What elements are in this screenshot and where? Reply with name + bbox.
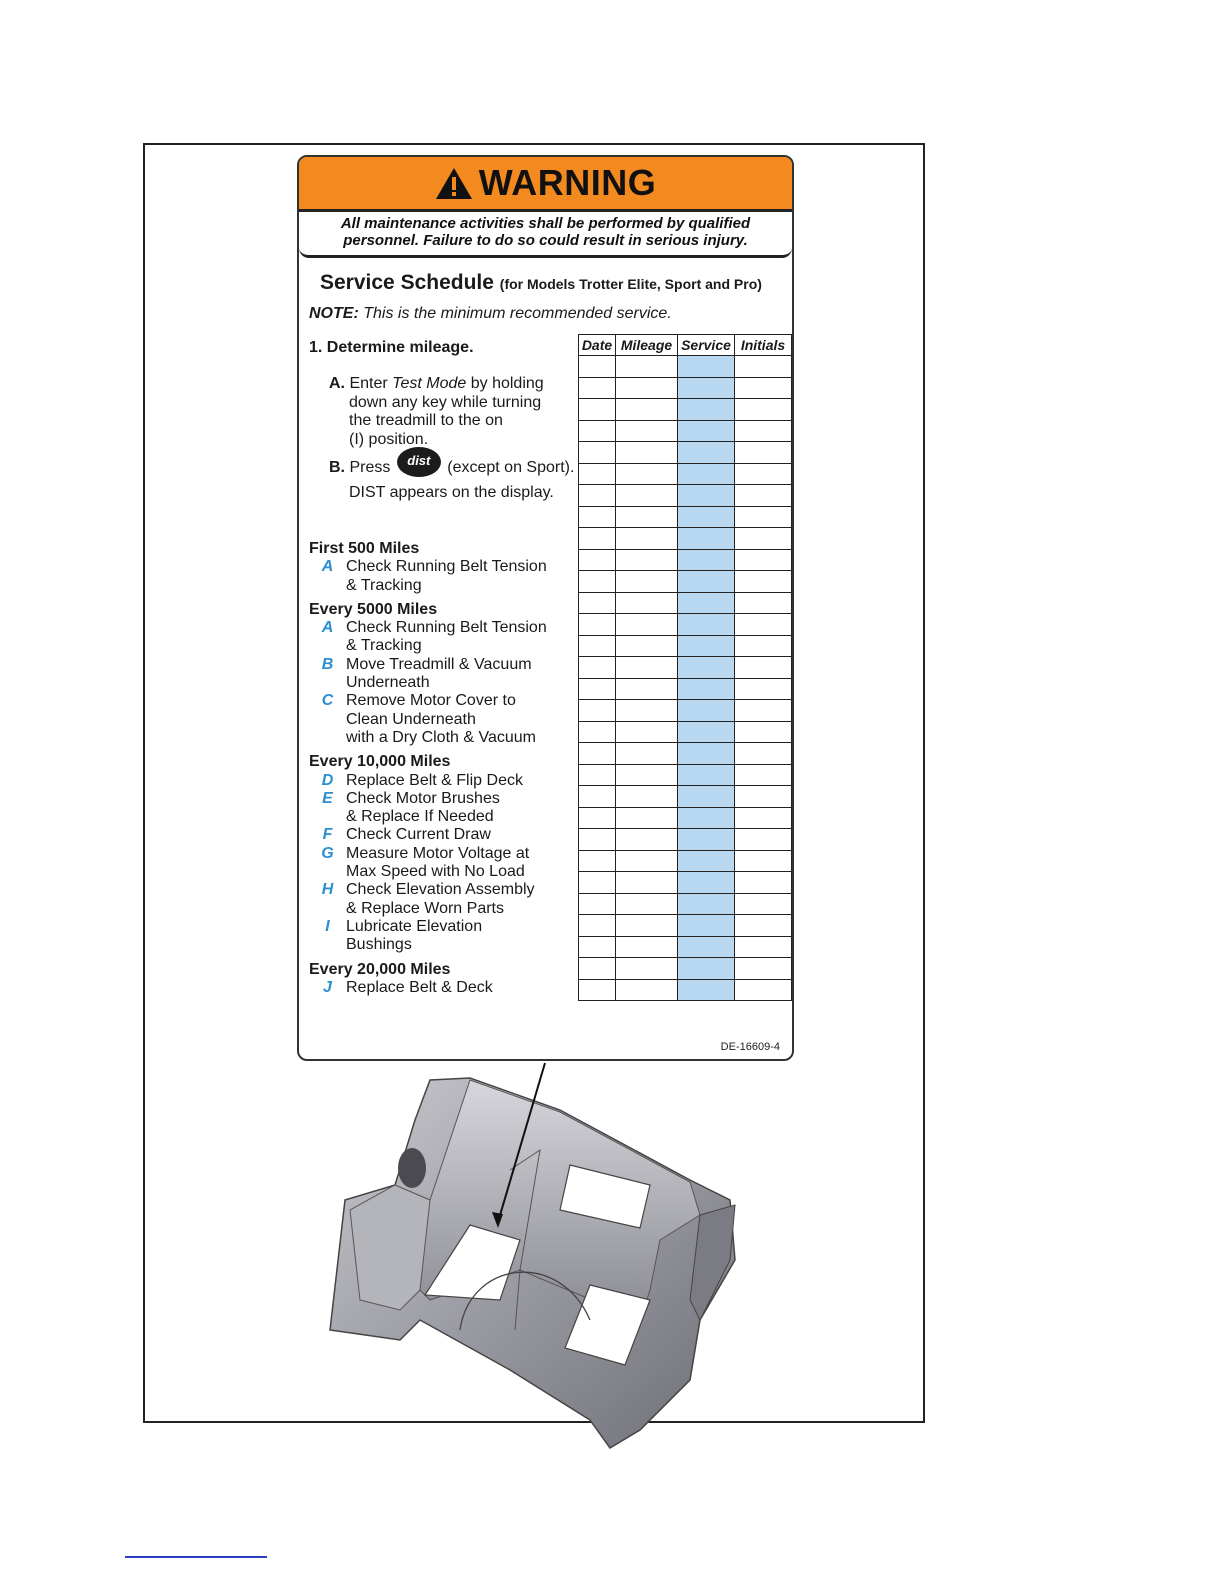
log-cell[interactable] [735, 614, 792, 636]
task-letter: J [323, 978, 332, 996]
log-cell[interactable] [579, 399, 616, 421]
log-cell[interactable] [616, 614, 678, 636]
task-item [309, 845, 569, 863]
log-cell[interactable] [678, 420, 735, 442]
task-item [309, 772, 569, 790]
task-text: Measure Motor Voltage at [346, 844, 530, 862]
task-list [309, 540, 569, 997]
service-decal [297, 155, 794, 1061]
table-row [579, 893, 792, 915]
header-mileage: Mileage [616, 335, 678, 356]
log-cell[interactable] [678, 377, 735, 399]
table-row [579, 786, 792, 808]
table-row [579, 614, 792, 636]
log-cell[interactable] [616, 786, 678, 808]
log-cell[interactable] [735, 915, 792, 937]
log-cell[interactable] [616, 807, 678, 829]
task-text: Move Treadmill & Vacuum [346, 655, 532, 673]
log-cell[interactable] [616, 893, 678, 915]
task-letter: B [321, 655, 334, 673]
step-b-pre: Press [349, 459, 391, 477]
log-cell[interactable] [616, 528, 678, 550]
task-text: Clean Underneath [346, 710, 476, 728]
log-cell[interactable] [579, 700, 616, 722]
task-item [309, 674, 569, 692]
warning-triangle-icon [435, 167, 473, 200]
log-cell[interactable] [579, 893, 616, 915]
log-cell[interactable] [579, 442, 616, 464]
log-cell[interactable] [616, 377, 678, 399]
task-item [309, 808, 569, 826]
log-cell[interactable] [579, 463, 616, 485]
log-cell[interactable] [616, 872, 678, 894]
log-cell[interactable] [616, 592, 678, 614]
step-determine-mileage: 1. Determine mileage. [309, 339, 474, 356]
log-cell[interactable] [735, 506, 792, 528]
task-text: Underneath [346, 674, 430, 692]
log-cell[interactable] [579, 872, 616, 894]
step-a [329, 375, 544, 449]
task-text: Bushings [346, 936, 412, 954]
log-cell[interactable] [735, 399, 792, 421]
task-text: Check Running Belt Tension [346, 558, 547, 576]
task-item [309, 577, 569, 595]
log-cell[interactable] [579, 764, 616, 786]
warning-text: All maintenance activities shall be performed by qualified personnel. Failure to do so could result in serious injury. [340, 215, 751, 249]
table-row [579, 764, 792, 786]
log-cell[interactable] [579, 528, 616, 550]
task-letter [309, 900, 346, 918]
log-cell[interactable] [579, 958, 616, 980]
log-cell[interactable] [735, 592, 792, 614]
task-text: Check Motor Brushes [346, 789, 500, 807]
log-cell[interactable] [678, 743, 735, 765]
note-text: This is the minimum recommended service. [363, 305, 672, 322]
task-group-heading: Every 5000 Miles [309, 600, 438, 618]
log-cell[interactable] [735, 635, 792, 657]
log-cell[interactable] [616, 979, 678, 1001]
log-cell[interactable] [735, 958, 792, 980]
log-cell[interactable] [579, 936, 616, 958]
step-a-line: down any key while turning [349, 393, 542, 411]
log-cell[interactable] [735, 893, 792, 915]
step-b-label: B. [329, 459, 345, 477]
log-cell[interactable] [616, 721, 678, 743]
log-cell[interactable] [616, 829, 678, 851]
log-cell[interactable] [616, 743, 678, 765]
service-log-table [578, 334, 792, 1001]
log-cell[interactable] [678, 807, 735, 829]
task-item [309, 729, 569, 747]
table-row [579, 356, 792, 378]
log-cell[interactable] [579, 614, 616, 636]
task-item [309, 656, 569, 674]
log-cell[interactable] [735, 549, 792, 571]
log-cell[interactable] [616, 635, 678, 657]
task-item [309, 619, 569, 637]
log-cell[interactable] [735, 678, 792, 700]
task-letter: H [321, 881, 334, 899]
log-cell[interactable] [735, 872, 792, 894]
task-group-heading: First 500 Miles [309, 540, 420, 557]
task-letter [309, 808, 346, 826]
table-row [579, 743, 792, 765]
log-cell[interactable] [616, 657, 678, 679]
service-schedule-title [320, 271, 762, 295]
note-label: NOTE: [309, 305, 359, 322]
log-cell[interactable] [678, 872, 735, 894]
table-row [579, 377, 792, 399]
table-row [579, 678, 792, 700]
log-cell[interactable] [616, 764, 678, 786]
task-text: & Replace If Needed [346, 808, 494, 826]
log-cell[interactable] [678, 829, 735, 851]
log-cell[interactable] [735, 463, 792, 485]
task-group-heading: Every 20,000 Miles [309, 960, 451, 978]
task-item [309, 979, 569, 997]
task-item [309, 863, 569, 881]
table-row [579, 915, 792, 937]
log-cell[interactable] [678, 549, 735, 571]
table-row [579, 657, 792, 679]
task-text: Replace Belt & Deck [346, 978, 493, 996]
log-cell[interactable] [579, 506, 616, 528]
log-cell[interactable] [616, 442, 678, 464]
log-cell[interactable] [579, 829, 616, 851]
log-cell[interactable] [579, 743, 616, 765]
table-row [579, 979, 792, 1001]
log-cell[interactable] [678, 485, 735, 507]
log-cell[interactable] [735, 764, 792, 786]
log-cell[interactable] [616, 936, 678, 958]
table-row [579, 506, 792, 528]
log-cell[interactable] [678, 936, 735, 958]
log-cell[interactable] [735, 485, 792, 507]
table-row [579, 936, 792, 958]
table-row [579, 485, 792, 507]
task-text: & Tracking [346, 637, 422, 655]
step-a-line: the treadmill to the on [349, 412, 503, 429]
log-cell[interactable] [735, 528, 792, 550]
log-cell[interactable] [678, 764, 735, 786]
task-text: Lubricate Elevation [346, 917, 483, 935]
log-cell[interactable] [678, 893, 735, 915]
task-letter [309, 674, 346, 692]
log-cell[interactable] [616, 399, 678, 421]
log-cell[interactable] [678, 635, 735, 657]
log-cell[interactable] [579, 571, 616, 593]
step-a-post: by holding [470, 375, 544, 392]
task-letter: A [321, 619, 334, 637]
task-letter: G [321, 844, 334, 862]
log-cell[interactable] [579, 356, 616, 378]
log-cell[interactable] [579, 786, 616, 808]
footer-link-line [125, 1556, 267, 1558]
log-cell[interactable] [616, 958, 678, 980]
log-cell[interactable] [616, 356, 678, 378]
warning-title: WARNING [478, 162, 657, 203]
header-date: Date [579, 335, 616, 356]
table-row [579, 721, 792, 743]
task-letter [309, 863, 346, 881]
step-a-mode: Test Mode [392, 375, 467, 392]
log-cell[interactable] [678, 571, 735, 593]
table-row [579, 850, 792, 872]
task-text: Remove Motor Cover to [346, 692, 516, 710]
dist-button-icon: dist [397, 447, 441, 477]
log-cell[interactable] [616, 485, 678, 507]
task-text: & Tracking [346, 576, 422, 594]
log-cell[interactable] [735, 377, 792, 399]
log-cell[interactable] [579, 979, 616, 1001]
table-header-row [579, 335, 792, 356]
log-cell[interactable] [678, 592, 735, 614]
log-cell[interactable] [678, 399, 735, 421]
task-item [309, 558, 569, 576]
step-a-label: A. [329, 375, 345, 392]
log-cell[interactable] [678, 979, 735, 1001]
log-cell[interactable] [735, 979, 792, 1001]
log-cell[interactable] [616, 506, 678, 528]
table-row [579, 442, 792, 464]
task-item [309, 711, 569, 729]
log-cell[interactable] [678, 528, 735, 550]
log-cell[interactable] [678, 915, 735, 937]
step-a-pre: Enter [349, 375, 388, 392]
step-b-line2: DIST appears on the display. [349, 484, 554, 501]
log-cell[interactable] [678, 463, 735, 485]
header-service: Service [678, 335, 735, 356]
table-row [579, 807, 792, 829]
table-row [579, 399, 792, 421]
task-letter: C [321, 692, 334, 710]
task-letter: I [325, 917, 330, 935]
log-cell[interactable] [735, 743, 792, 765]
log-cell[interactable] [616, 678, 678, 700]
log-cell[interactable] [616, 700, 678, 722]
log-cell[interactable] [735, 442, 792, 464]
table-row [579, 635, 792, 657]
task-letter [309, 637, 346, 655]
log-cell[interactable] [735, 657, 792, 679]
task-text: Check Running Belt Tension [346, 619, 547, 637]
log-cell[interactable] [616, 463, 678, 485]
log-cell[interactable] [579, 377, 616, 399]
log-cell[interactable] [735, 700, 792, 722]
table-row [579, 549, 792, 571]
table-row [579, 700, 792, 722]
task-letter: F [322, 826, 333, 844]
task-letter: A [321, 558, 334, 576]
task-text: Max Speed with No Load [346, 863, 525, 881]
log-cell[interactable] [579, 549, 616, 571]
task-text: & Replace Worn Parts [346, 899, 504, 917]
log-cell[interactable] [579, 678, 616, 700]
log-cell[interactable] [579, 915, 616, 937]
step-a-line: (I) position. [349, 430, 429, 448]
log-cell[interactable] [579, 850, 616, 872]
log-cell[interactable] [579, 635, 616, 657]
log-cell[interactable] [735, 721, 792, 743]
task-letter [309, 729, 346, 747]
log-cell[interactable] [579, 807, 616, 829]
warning-band [299, 157, 792, 212]
task-item [309, 637, 569, 655]
log-cell[interactable] [678, 356, 735, 378]
log-cell[interactable] [678, 700, 735, 722]
log-cell[interactable] [735, 420, 792, 442]
task-letter [309, 936, 346, 954]
service-title-models: (for Models Trotter Elite, Sport and Pro) [499, 276, 762, 292]
log-cell[interactable] [579, 420, 616, 442]
log-cell[interactable] [678, 786, 735, 808]
log-cell[interactable] [616, 915, 678, 937]
log-cell[interactable] [735, 850, 792, 872]
table-row [579, 463, 792, 485]
log-cell[interactable] [678, 678, 735, 700]
log-cell[interactable] [735, 829, 792, 851]
log-cell[interactable] [616, 571, 678, 593]
step-b-post: (except on Sport). [447, 459, 575, 477]
task-letter: E [322, 789, 333, 807]
log-cell[interactable] [735, 807, 792, 829]
log-cell[interactable] [579, 721, 616, 743]
log-cell[interactable] [616, 420, 678, 442]
table-row [579, 571, 792, 593]
task-text: Replace Belt & Flip Deck [346, 771, 523, 789]
step-b [329, 453, 574, 502]
table-row [579, 958, 792, 980]
task-item [309, 826, 569, 844]
task-text: Check Current Draw [346, 826, 491, 844]
log-cell[interactable] [678, 850, 735, 872]
note-line [309, 305, 672, 323]
log-cell[interactable] [735, 571, 792, 593]
log-cell[interactable] [579, 657, 616, 679]
log-cell[interactable] [678, 721, 735, 743]
header-initials: Initials [735, 335, 792, 356]
log-cell[interactable] [616, 850, 678, 872]
task-group-heading: Every 10,000 Miles [309, 753, 451, 771]
table-row [579, 528, 792, 550]
warning-box [299, 157, 792, 258]
service-title-main: Service Schedule [320, 271, 494, 294]
task-letter: D [321, 771, 334, 789]
task-item [309, 918, 569, 936]
log-cell[interactable] [678, 657, 735, 679]
log-cell[interactable] [678, 958, 735, 980]
log-cell[interactable] [735, 936, 792, 958]
task-letter [309, 711, 346, 729]
part-code: DE-16609-4 [720, 1041, 780, 1053]
task-text: with a Dry Cloth & Vacuum [346, 728, 536, 746]
log-cell[interactable] [616, 549, 678, 571]
log-cell[interactable] [678, 614, 735, 636]
task-item [309, 881, 569, 899]
log-cell[interactable] [735, 356, 792, 378]
task-letter [309, 577, 346, 595]
task-item [309, 936, 569, 954]
table-row [579, 829, 792, 851]
task-text: Check Elevation Assembly [346, 881, 535, 899]
log-cell[interactable] [579, 485, 616, 507]
log-cell[interactable] [579, 592, 616, 614]
table-row [579, 420, 792, 442]
log-cell[interactable] [678, 442, 735, 464]
table-row [579, 872, 792, 894]
task-item [309, 692, 569, 710]
log-cell[interactable] [678, 506, 735, 528]
log-cell[interactable] [735, 786, 792, 808]
task-item [309, 900, 569, 918]
task-item [309, 790, 569, 808]
table-row [579, 592, 792, 614]
